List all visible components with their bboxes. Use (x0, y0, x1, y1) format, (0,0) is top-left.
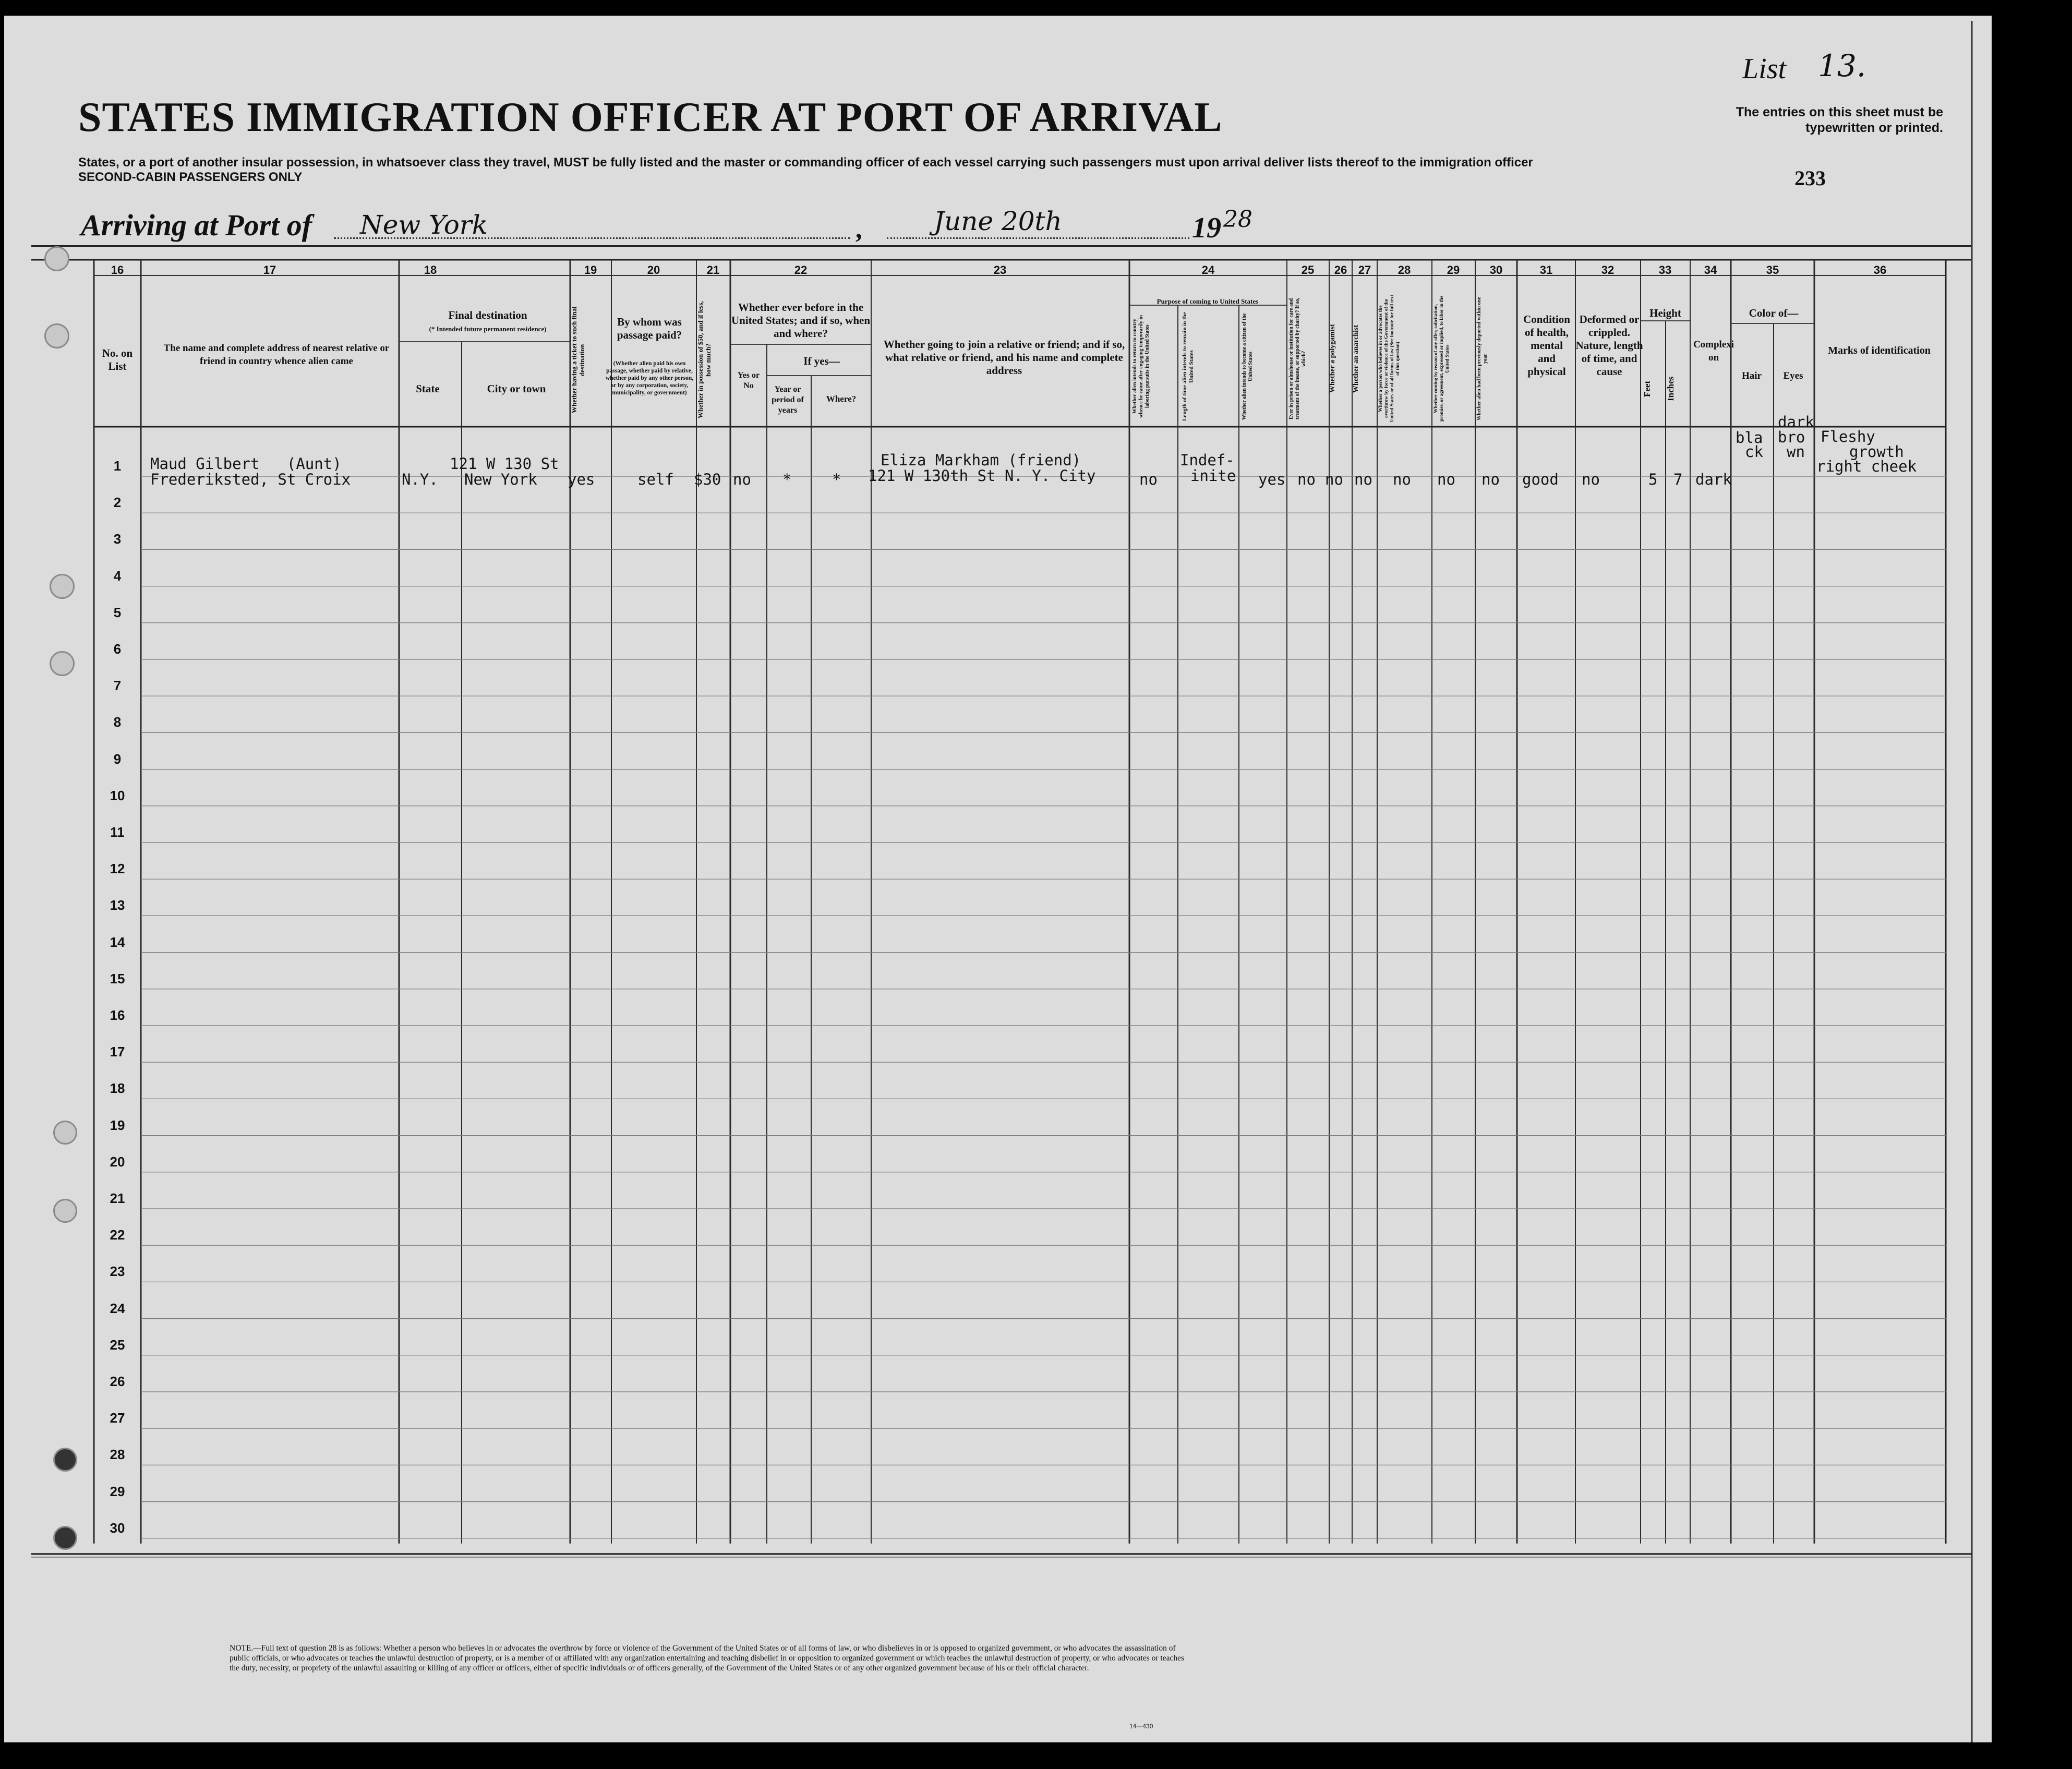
binder-hole-icon (53, 1199, 77, 1223)
column-number-31: 31 (1539, 263, 1553, 276)
binder-hole-icon (53, 1526, 77, 1550)
row-number-4: 4 (113, 568, 122, 584)
binder-hole-icon (50, 574, 75, 599)
entry-eyes-line3: wn (1787, 443, 1805, 461)
col22-yes-header: Yes or No (737, 371, 760, 390)
relative-line2: Frederiksted, St Croix (150, 471, 351, 488)
row-number-20: 20 (110, 1153, 125, 1170)
col18-note: (* Intended future permanent residence) (429, 325, 547, 333)
entry-city-line2: New York (464, 471, 537, 488)
entry-deported: no (1481, 471, 1500, 488)
row-number-9: 9 (113, 751, 122, 767)
col22-year-header: Year or period of years (772, 385, 804, 415)
col34-header: Complexion (1693, 339, 1734, 363)
row-number-15: 15 (110, 970, 125, 986)
row-number-30: 30 (110, 1520, 125, 1536)
row-number-26: 26 (110, 1374, 125, 1389)
col29-header: Whether coming by reason of any offer, solicitation, promise, or agreement, expressed or implied, to labor in the United States (1433, 295, 1450, 422)
row-number-23: 23 (110, 1263, 125, 1280)
list-label: List (1742, 53, 1787, 85)
entry-where: * (832, 471, 841, 488)
port-value: New York (360, 210, 488, 240)
row-number-16: 16 (110, 1007, 125, 1023)
col35-hair-header: Hair (1742, 370, 1762, 381)
entry-marks-line3: right cheek (1816, 458, 1917, 475)
entry-marks-line1: Fleshy (1821, 428, 1875, 446)
page-number: 233 (1794, 166, 1826, 190)
row-number-11: 11 (110, 824, 125, 840)
column-number-22: 22 (794, 263, 808, 276)
entry-money: $30 (694, 471, 721, 488)
entry-prison: no (1297, 471, 1316, 488)
entry-health: good (1522, 471, 1559, 488)
column-number-28: 28 (1398, 263, 1411, 276)
col22-header: Whether ever before in the United States; and if so, when and where? (731, 301, 871, 340)
form-code: 14—430 (1129, 1723, 1153, 1730)
entry-eyes-line1: dark (1778, 413, 1814, 431)
column-number-32: 32 (1601, 263, 1615, 276)
column-number-30: 30 (1489, 263, 1503, 276)
col18-city-header: City or town (487, 382, 546, 395)
row-number-12: 12 (110, 861, 125, 877)
col26-header: Whether a polygamist (1329, 324, 1336, 393)
relative-line1: Maud Gilbert (Aunt) (150, 455, 342, 473)
col17-header: The name and complete address of nearest relative or friend in country whence alien came (163, 343, 390, 367)
arriving-label: Arriving at Port of (81, 208, 312, 242)
column-number-34: 34 (1704, 263, 1717, 276)
col22-where-header: Where? (826, 394, 857, 404)
entry-labor: no (1437, 471, 1455, 488)
column-number-25: 25 (1301, 263, 1315, 276)
col18-header: Final destination (448, 309, 527, 321)
column-number-19: 19 (584, 263, 597, 276)
row-number-21: 21 (110, 1190, 125, 1206)
row-number-13: 13 (110, 897, 125, 913)
column-number-27: 27 (1358, 263, 1371, 276)
col27-header: Whether an anarchist (1352, 324, 1360, 393)
entry-anarchist: no (1354, 471, 1372, 488)
row-number-28: 28 (110, 1447, 125, 1463)
row-number-17: 17 (110, 1044, 125, 1060)
col24b-header: Length of time alien intends to remain in the United States (1182, 312, 1195, 421)
entry-city-line1: 121 W 130 St (450, 455, 559, 473)
col20-note: (Whether alien paid his own passage, whether paid by relative, whether paid by any other person, or by any corporation, society, municipality, or government) (605, 360, 694, 396)
entry-complexion: dark (1695, 471, 1732, 488)
col32-header: Deformed or crippled. Nature, length of time, and cause (1575, 313, 1643, 378)
row-number-18: 18 (110, 1080, 125, 1097)
col33-header: Height (1649, 307, 1681, 319)
year-prefix: 19 (1192, 212, 1221, 244)
entry-year-period: * (782, 471, 792, 488)
row-number-24: 24 (110, 1300, 125, 1316)
column-number-17: 17 (263, 263, 276, 276)
year-suffix: 28 (1223, 206, 1252, 233)
col33-feet-header: Feet (1642, 380, 1652, 397)
column-number-21: 21 (706, 263, 720, 276)
entry-overthrow: no (1393, 471, 1411, 488)
column-number-24: 24 (1201, 263, 1215, 276)
col19-header: Whether having a ticket to such final destination (570, 306, 586, 414)
binder-hole-icon (53, 1121, 77, 1145)
footnote: NOTE.—Full text of question 28 is as follows: Whether a person who believes in or advocates the overthrow by force or violence of the Government of the United States or of all forms of law, or who disbelieves in or is opposed to organized government, or who advocates the assassination of public officials, or who advocates or teaches the unlawful destruction of property, or is a member of or affiliated with any organization entertaining and teaching disbelief in or opposition to organized government or which teaches the unlawful destruction of property, or who advocates or teaches the duty, necessity, or propriety of the unlawful assaulting or killing of any officer or officers, either of specific individuals or of officers generally, of the Government of the United States or of any other organized government because of his or their official character. (230, 1644, 1185, 1672)
row-number-5: 5 (113, 604, 122, 620)
row-number-8: 8 (113, 714, 122, 730)
entry-joining-line1: Eliza Markham (friend) (881, 451, 1081, 469)
row-number-6: 6 (113, 641, 122, 657)
header-description: States, or a port of another insular possession, in whatsoever class they travel, MUST be fully listed and the master or commanding officer of each vessel carrying such passengers must upon arrival deliver lists thereof to the immigration officer (78, 155, 1533, 170)
col28-header: Whether a person who believes in or advocates the overthrow by force or violence of the Government of the United States or of all forms of law (See footnote for full text of this question) (1378, 295, 1401, 423)
column-number-20: 20 (647, 263, 660, 276)
entry-before: no (733, 471, 751, 488)
entry-return: no (1139, 471, 1158, 488)
entry-stay-line1: Indef- (1180, 451, 1235, 469)
col35-header: Color of— (1749, 307, 1799, 319)
row-number-19: 19 (110, 1117, 125, 1133)
col36-header: Marks of identification (1828, 345, 1931, 356)
row-number-1: 1 (113, 458, 122, 474)
entry-deformed: no (1582, 471, 1600, 488)
col35-eyes-header: Eyes (1783, 370, 1803, 381)
column-number-35: 35 (1766, 263, 1779, 276)
entry-inches: 7 (1673, 471, 1683, 488)
entry-joining-line2: 121 W 130th St N. Y. City (868, 467, 1096, 485)
column-number-16: 16 (111, 263, 124, 276)
col22-ifyes-header: If yes— (803, 355, 840, 367)
col24a-header: Whether alien intends to return to country whence he came after engaging temporarily in laboring pursuits in the United States (1132, 315, 1150, 418)
comma-separator: , (856, 214, 862, 244)
row-number-2: 2 (113, 495, 122, 511)
row-number-7: 7 (113, 678, 122, 694)
col16-header: No. on List (102, 347, 133, 372)
entry-hair-line2: ck (1745, 443, 1763, 461)
header-subtitle: SECOND-CABIN PASSENGERS ONLY (78, 170, 303, 184)
entry-feet: 5 (1648, 471, 1658, 488)
col24-header: Purpose of coming to United States (1157, 297, 1259, 305)
row-number-22: 22 (110, 1227, 125, 1243)
row-number-25: 25 (110, 1337, 125, 1353)
row-number-10: 10 (110, 787, 125, 803)
col21-header: Whether in possession of $50, and if less, how much? (696, 301, 712, 419)
entry-state: N.Y. (402, 471, 438, 488)
entry-eyes-line2: bro (1778, 428, 1805, 446)
binder-hole-icon (44, 246, 69, 271)
column-number-23: 23 (993, 263, 1007, 276)
col33-inches-header: Inches (1666, 376, 1676, 401)
entry-citizen: yes (1258, 471, 1286, 488)
col23-header: Whether going to join a relative or friend; and if so, what relative or friend, and his name and complete address (883, 338, 1125, 377)
column-number-29: 29 (1447, 263, 1460, 276)
entry-hair-line1: bla (1736, 429, 1763, 447)
entry-polygamist: no (1325, 471, 1343, 488)
column-number-33: 33 (1658, 263, 1672, 276)
page-title: STATES IMMIGRATION OFFICER AT PORT OF ARRIVAL (78, 94, 1223, 140)
col30-header: Whether alien had been previously deported within one year (1476, 297, 1488, 420)
date-value: June 20th (934, 206, 1062, 236)
binder-hole-icon (53, 1448, 77, 1472)
column-number-18: 18 (424, 263, 437, 276)
col31-header: Condition of health, mental and physical (1523, 313, 1570, 378)
entry-passage: self (637, 471, 674, 488)
column-number-26: 26 (1334, 263, 1347, 276)
binder-hole-icon (44, 323, 69, 348)
column-number-36: 36 (1873, 263, 1887, 276)
entry-ticket: yes (568, 471, 595, 488)
list-number: 13. (1818, 48, 1866, 83)
typewritten-notice: The entries on this sheet must be typewritten or printed. (1736, 105, 1943, 135)
row-number-27: 27 (110, 1410, 125, 1426)
entry-stay-line2: inite (1190, 467, 1236, 485)
col24c-header: Whether alien intends to become a citizen of the United States (1242, 313, 1254, 420)
row-number-14: 14 (110, 934, 125, 950)
col25-header: Ever in prison or almshouse or institution for care and treatment of the insane, or supported by charity? If so, which? (1288, 297, 1307, 420)
col18-state-header: State (416, 382, 440, 395)
row-number-29: 29 (110, 1483, 125, 1499)
col20-header: By whom was passage paid? (617, 316, 682, 341)
row-number-3: 3 (113, 531, 122, 547)
binder-hole-icon (50, 651, 75, 676)
entry-marks-line2: growth (1849, 443, 1904, 461)
